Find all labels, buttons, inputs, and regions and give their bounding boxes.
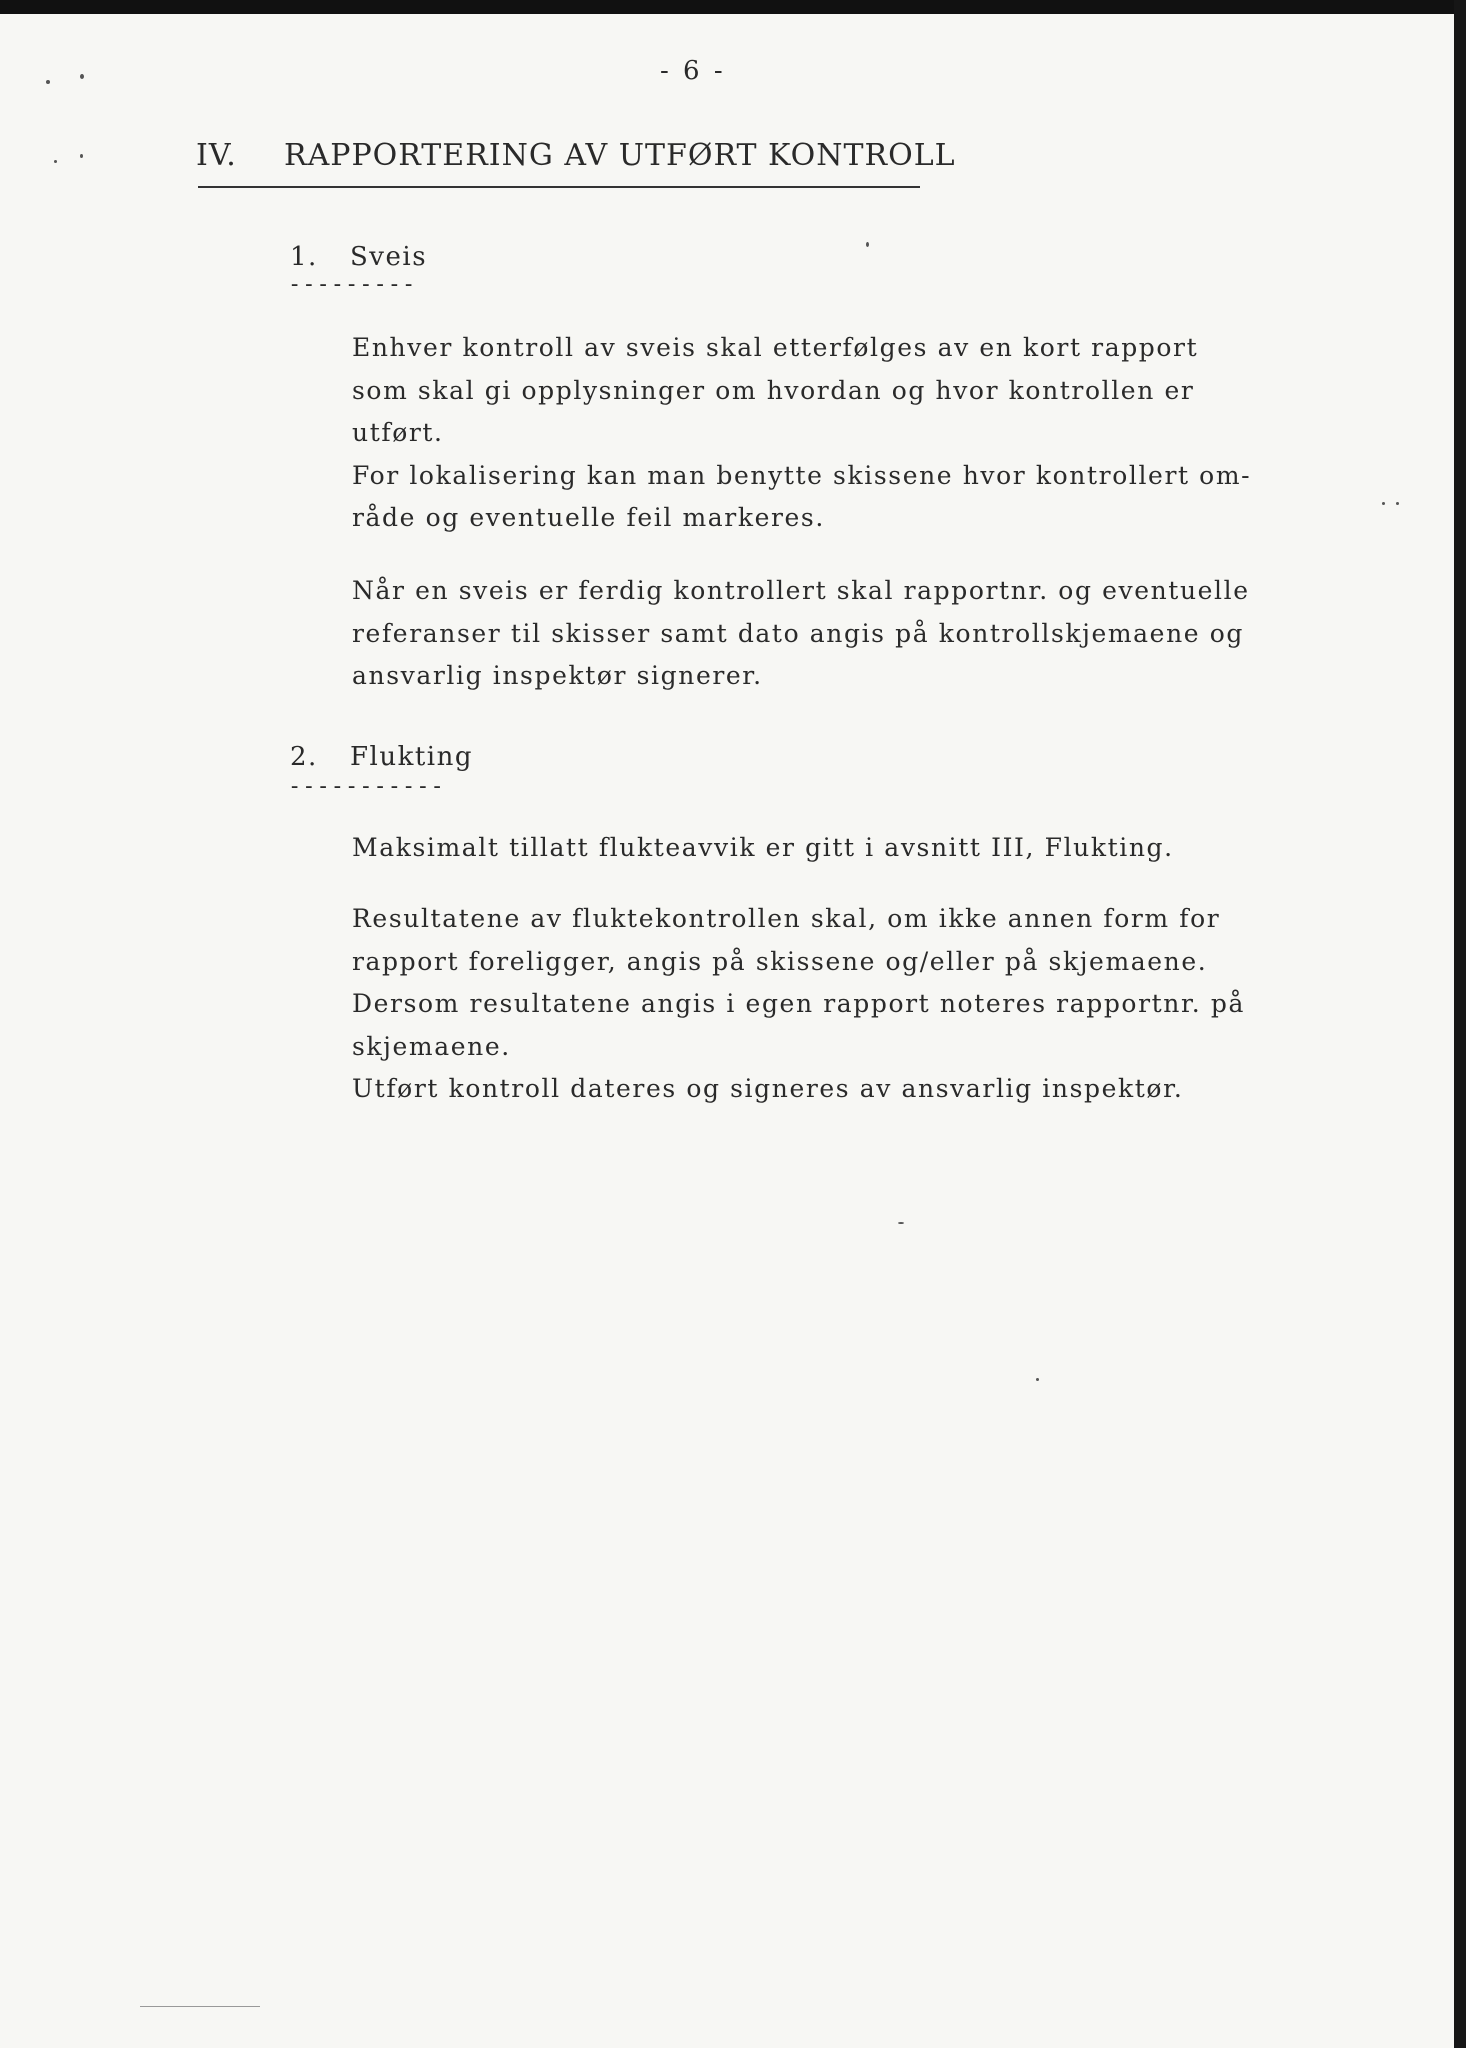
margin-speck [80,74,84,79]
scan-border-right [1454,0,1466,2048]
text-line: Dersom resultatene angis i egen rapport noteres rapportnr. på [352,989,1245,1018]
heading-title: RAPPORTERING AV UTFØRT KONTROLL [284,138,956,173]
page-number: - 6 - [660,56,726,86]
text-line: ansvarlig inspektør signerer. [352,661,763,690]
margin-speck [1036,1378,1039,1381]
margin-speck [1396,502,1399,505]
heading-underline [198,186,920,188]
margin-speck [866,242,869,247]
subsection-number: 2. [290,742,318,772]
text-line: referanser til skisser samt dato angis på kontrollskjemaene og [352,618,1244,648]
subsection-title: Flukting [350,742,474,772]
subsection-underline-dashes: ----------- [288,774,445,799]
subsection-title-sveis [290,242,427,272]
subsection-title-flukting [290,742,473,772]
margin-speck [46,80,50,84]
text-line: skjemaene. [352,1031,511,1061]
scan-artifact-line [140,2006,260,2007]
subsection-number: 1. [290,242,318,272]
subsection-underline-dashes: --------- [288,272,417,297]
section-heading [196,138,956,173]
subsection-title: Sveis [350,242,428,272]
heading-number: IV. [196,138,237,173]
margin-speck [54,160,57,163]
text-line: Når en sveis er ferdig kontrollert skal rapportnr. og eventuelle [352,576,1250,605]
text-line: utført. [352,418,444,447]
text-line: råde og eventuelle feil markeres. [352,503,825,532]
paragraph [352,898,1332,1111]
text-line: Maksimalt tillatt flukteavvik er gitt i avsnitt III, Flukting. [352,833,1174,862]
text-line: Enhver kontroll av sveis skal etterfølges av en kort rapport [352,333,1199,362]
margin-speck [1382,502,1385,505]
text-line: rapport foreligger, angis på skissene og/eller på skjemaene. [352,946,1208,976]
text-line: For lokalisering kan man benytte skissene hvor kontrollert om- [352,460,1252,490]
margin-speck [898,1222,904,1224]
paragraph [352,327,1332,540]
text-line: som skal gi opplysninger om hvordan og hvor kontrollen er [352,375,1195,405]
margin-speck [80,154,83,158]
text-line: Utført kontroll dateres og signeres av ansvarlig inspektør. [352,1074,1184,1103]
scan-border-top [0,0,1466,14]
paragraph [352,570,1332,698]
text-line: Resultatene av fluktekontrollen skal, om ikke annen form for [352,904,1221,933]
paragraph [352,827,1332,870]
